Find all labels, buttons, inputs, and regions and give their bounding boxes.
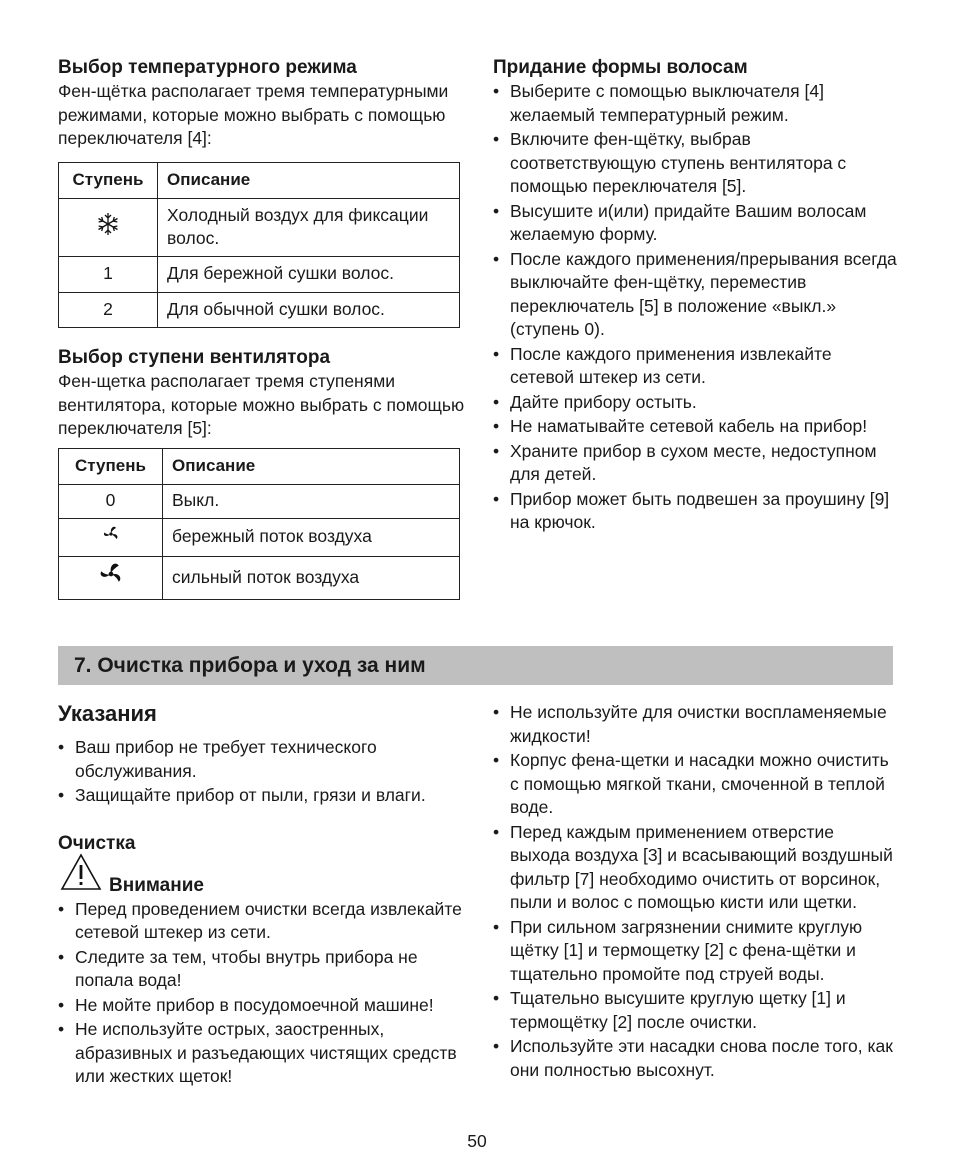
list-item: • Следите за тем, чтобы внутрь прибора не попала вода! <box>58 946 468 993</box>
temp-row-desc: Для обычной сушки волос. <box>158 292 460 327</box>
list-item: • Выберите с помощью выключателя [4] желаемый температурный режим. <box>493 80 898 127</box>
list-item: • Не используйте для очистки воспламеняемые жидкости! <box>493 701 898 748</box>
list-item: • Не используйте острых, заостренных, абразивных и разъедающих чистящих средств или жестких щеток! <box>58 1018 468 1089</box>
list-item: • Корпус фена-щетки и насадки можно очистить с помощью мягкой ткани, смоченной в теплой воде. <box>493 749 898 820</box>
list-item: • Перед каждым применением отверстие выхода воздуха [3] и всасывающий воздушный фильтр [7] необходимо очистить от ворсинок, пыли и волос с помощью кисти или щетки. <box>493 821 898 915</box>
table-row <box>59 518 460 556</box>
cleaning-right-list <box>493 701 898 1082</box>
notes-heading: Указания <box>58 701 157 726</box>
list-item: • Прибор может быть подвешен за проушину [9] на крючок. <box>493 488 898 535</box>
temp-row-step: 2 <box>59 292 158 327</box>
table-row <box>59 256 460 292</box>
cleaning-right-section <box>493 701 898 1083</box>
fan-large-icon <box>98 571 124 591</box>
table-row <box>59 556 460 599</box>
warning-block <box>58 853 468 897</box>
temp-row-step: 1 <box>59 256 158 292</box>
chapter-title: 7. Очистка прибора и уход за ним <box>74 654 426 677</box>
page-number: 50 <box>467 1131 487 1151</box>
list-item: • Храните прибор в сухом месте, недоступном для детей. <box>493 440 898 487</box>
fan-row-desc: бережный поток воздуха <box>163 518 460 556</box>
list-item: • Защищайте прибор от пыли, грязи и влаги. <box>58 784 468 808</box>
list-item: • После каждого применения извлекайте сетевой штекер из сети. <box>493 343 898 390</box>
table-row <box>59 198 460 256</box>
fan-row-desc: Выкл. <box>163 484 460 518</box>
warning-label: Внимание <box>109 874 204 896</box>
fan-col-desc-header: Описание <box>163 448 460 484</box>
fan-intro: Фен-щетка располагает тремя ступенями вентилятора, которые можно выбрать с помощью переключателя [5]: <box>58 371 465 438</box>
temp-col-step-header: Ступень <box>59 162 158 198</box>
list-item: • Не мойте прибор в посудомоечной машине! <box>58 994 468 1018</box>
list-item: • Не наматывайте сетевой кабель на прибор! <box>493 415 898 439</box>
fan-section <box>58 346 468 600</box>
list-item: • При сильном загрязнении снимите круглую щётку [1] и термощетку [2] с фена-щётки и тщательно промойте под струей воды. <box>493 916 898 987</box>
list-item: • Ваш прибор не требует технического обслуживания. <box>58 736 468 783</box>
temp-row-desc: Холодный воздух для фиксации волос. <box>158 198 460 256</box>
fan-table <box>58 448 460 600</box>
styling-section <box>493 56 898 536</box>
fan-row-step: 0 <box>59 484 163 518</box>
list-item: • Включите фен-щётку, выбрав соответствующую ступень вентилятора с помощью переключателя [5]. <box>493 128 898 199</box>
fan-col-step-header: Ступень <box>59 448 163 484</box>
styling-heading: Придание формы волосам <box>493 57 748 78</box>
fan-heading: Выбор ступени вентилятора <box>58 347 331 368</box>
cleaning-heading: Очистка <box>58 832 136 854</box>
notes-list <box>58 736 468 808</box>
notes-section <box>58 701 468 1090</box>
temperature-intro: Фен-щётка располагает тремя температурными режимами, которые можно выбрать с помощью переключателя [4]: <box>58 81 449 148</box>
table-row <box>59 292 460 327</box>
list-item: • Высушите и(или) придайте Вашим волосам желаемую форму. <box>493 200 898 247</box>
cleaning-left-list <box>58 898 468 1089</box>
chapter-bar <box>58 646 893 685</box>
temp-row-desc: Для бережной сушки волос. <box>158 256 460 292</box>
list-item: • Тщательно высушите круглую щетку [1] и термощётку [2] после очистки. <box>493 987 898 1034</box>
snowflake-icon <box>95 221 121 241</box>
warning-triangle-icon <box>60 853 102 896</box>
temperature-section <box>58 56 468 328</box>
temperature-heading: Выбор температурного режима <box>58 57 357 78</box>
fan-row-desc: сильный поток воздуха <box>163 556 460 599</box>
list-item: • Перед проведением очистки всегда извлекайте сетевой штекер из сети. <box>58 898 468 945</box>
temp-col-desc-header: Описание <box>158 162 460 198</box>
table-row <box>59 484 460 518</box>
styling-list <box>493 80 898 535</box>
list-item: • После каждого применения/прерывания всегда выключайте фен-щётку, переместив переключатель [5] в положение «выкл.» (ступень 0). <box>493 248 898 342</box>
fan-small-icon <box>101 528 121 548</box>
list-item: • Дайте прибору остыть. <box>493 391 898 415</box>
temperature-table <box>58 162 460 328</box>
list-item: • Используйте эти насадки снова после того, как они полностью высохнут. <box>493 1035 898 1082</box>
